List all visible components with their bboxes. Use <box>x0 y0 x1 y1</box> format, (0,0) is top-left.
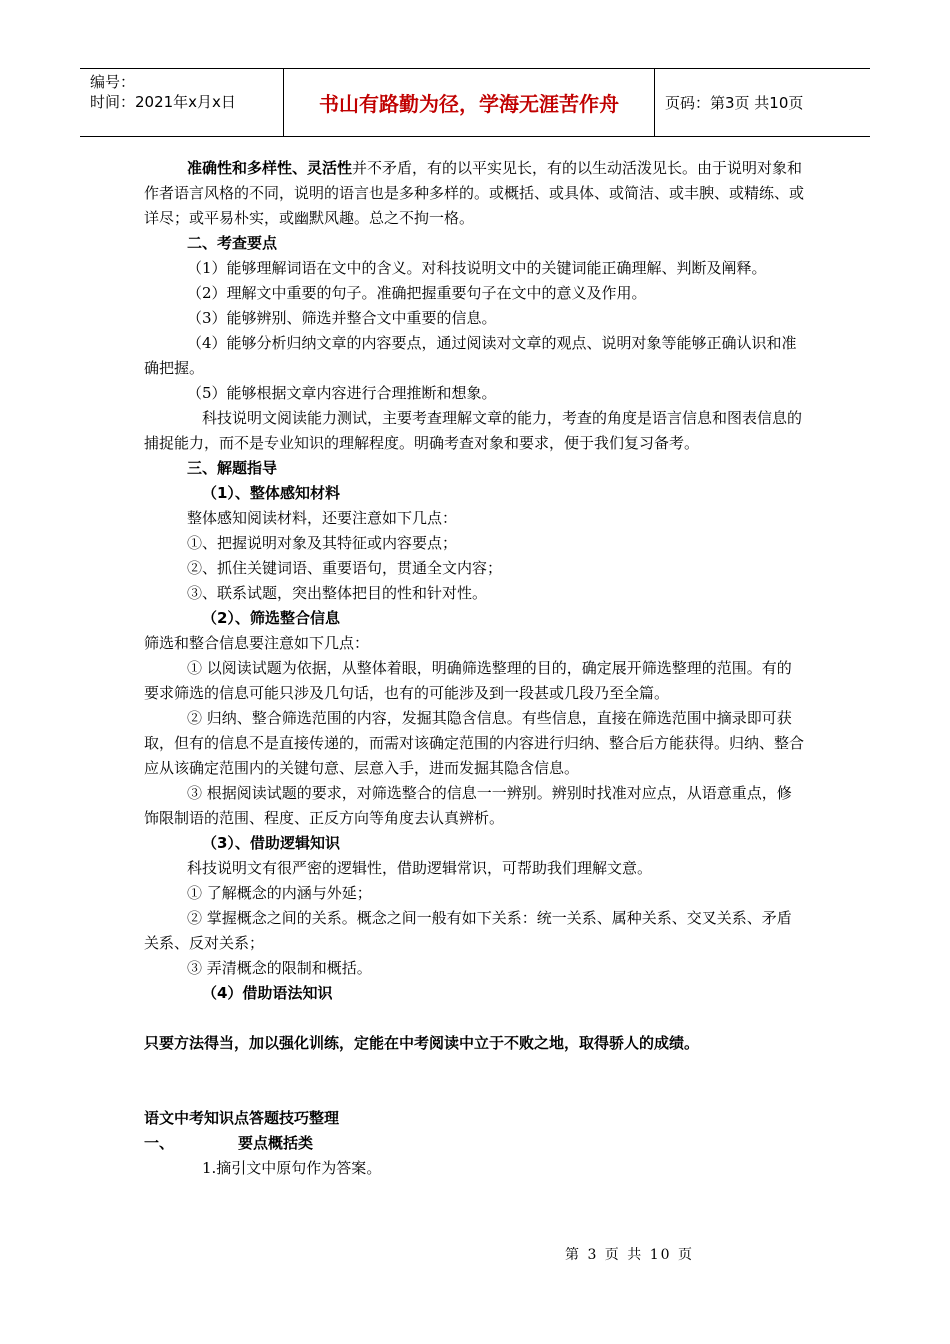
document-body <box>144 156 804 1181</box>
next-item: 1.摘引文中原句作为答案。 <box>202 1159 382 1177</box>
sub-1-title: （1）、整体感知材料 <box>202 484 340 502</box>
header-page-code: 页码：第3页 共10页 <box>665 94 804 112</box>
sub-1-intro: 整体感知阅读材料，还要注意如下几点： <box>187 509 458 527</box>
next-section-title: 要点概括类 <box>238 1134 314 1152</box>
time-label: 时间：2021年x月x日 <box>90 93 236 111</box>
header-meta <box>80 69 283 136</box>
next-section-heading <box>144 1131 804 1156</box>
sub-2-intro: 筛选和整合信息要注意如下几点： <box>144 634 370 652</box>
point-2: （2）理解文中重要的句子。准确把握重要句子在文中的意义及作用。 <box>187 284 647 302</box>
page-footer: 第 3 页 共 10 页 <box>565 1247 694 1263</box>
sub-2-item: ① 以阅读试题为依据，从整体着眼，明确筛选整理的目的，确定展开筛选整理的范围。有的要求筛选的信息可能只涉及几句话，也有的可能涉及到一段甚或几段乃至全篇。 <box>144 659 792 702</box>
sub-3-item: ③ 弄清概念的限制和概括。 <box>187 959 372 977</box>
blank-line <box>144 1081 804 1106</box>
closing-paragraph: 只要方法得当，加以强化训练，定能在中考阅读中立于不败之地，取得骄人的成绩。 <box>144 1034 700 1052</box>
blank-line <box>144 1056 804 1081</box>
section-2-title: 二、考查要点 <box>187 234 278 252</box>
next-title: 语文中考知识点答题技巧整理 <box>144 1109 340 1127</box>
sub-1-item: ③、联系试题，突出整体把目的性和针对性。 <box>187 584 488 602</box>
point-4: （4）能够分析归纳文章的内容要点，通过阅读对文章的观点、说明对象等能够正确认识和准确把握。 <box>144 334 797 377</box>
point-1: （1）能够理解词语在文中的含义。对科技说明文中的关键词能正确理解、判断及阐释。 <box>187 259 767 277</box>
sub-3-item: ① 了解概念的内涵与外延； <box>187 884 372 902</box>
intro-paragraph <box>144 156 804 231</box>
number-label: 编号： <box>90 73 136 91</box>
sub-3-title: （3）、借助逻辑知识 <box>202 834 340 852</box>
sub-4-title: （4）借助语法知识 <box>202 984 333 1002</box>
summary-paragraph: 科技说明文阅读能力测试，主要考查理解文章的能力，考查的角度是语言信息和图表信息的捕捉能力，而不是专业知识的理解程度。明确考查对象和要求，便于我们复习备考。 <box>144 409 803 452</box>
sub-3-intro: 科技说明文有很严密的逻辑性，借助逻辑常识，可帮助我们理解文意。 <box>187 859 653 877</box>
sub-2-title: （2）、筛选整合信息 <box>202 609 340 627</box>
sub-1-item: ①、把握说明对象及其特征或内容要点； <box>187 534 458 552</box>
point-5: （5）能够根据文章内容进行合理推断和想象。 <box>187 384 497 402</box>
section-3-title: 三、解题指导 <box>187 459 278 477</box>
sub-1-item: ②、抓住关键词语、重要语句，贯通全文内容； <box>187 559 503 577</box>
sub-2-item: ③ 根据阅读试题的要求，对筛选整合的信息一一辨别。辨别时找准对应点，从语意重点，修饰限制语的范围、程度、正反方向等角度去认真辨析。 <box>144 784 792 827</box>
blank-line <box>144 1006 804 1031</box>
page-header <box>80 68 870 137</box>
point-3: （3）能够辨别、筛选并整合文中重要的信息。 <box>187 309 497 327</box>
intro-rest: 并不矛盾，有的以平实见长，有的以生动活泼见长。由于说明对象和作者语言风格的不同，说明的语言也是多种多样的。或概括、或具体、或简洁、或丰腴、或精练、或详尽；或平易朴实，或幽默风趣。总之不拘一格。 <box>144 159 805 227</box>
intro-bold: 准确性和多样性、灵活性 <box>187 159 353 177</box>
next-section-num: 一、 <box>144 1134 175 1152</box>
header-motto: 书山有路勤为径，学海无涯苦作舟 <box>283 69 655 136</box>
sub-3-item: ② 掌握概念之间的关系。概念之间一般有如下关系：统一关系、属种关系、交叉关系、矛盾关系、反对关系； <box>144 909 792 952</box>
sub-2-item: ② 归纳、整合筛选范围的内容，发掘其隐含信息。有些信息，直接在筛选范围中摘录即可获取，但有的信息不是直接传递的，而需对该确定范围的内容进行归纳、整合后方能获得。归纳、整合应从该确定范围内的关键句意、层意入手，进而发掘其隐含信息。 <box>144 709 805 777</box>
